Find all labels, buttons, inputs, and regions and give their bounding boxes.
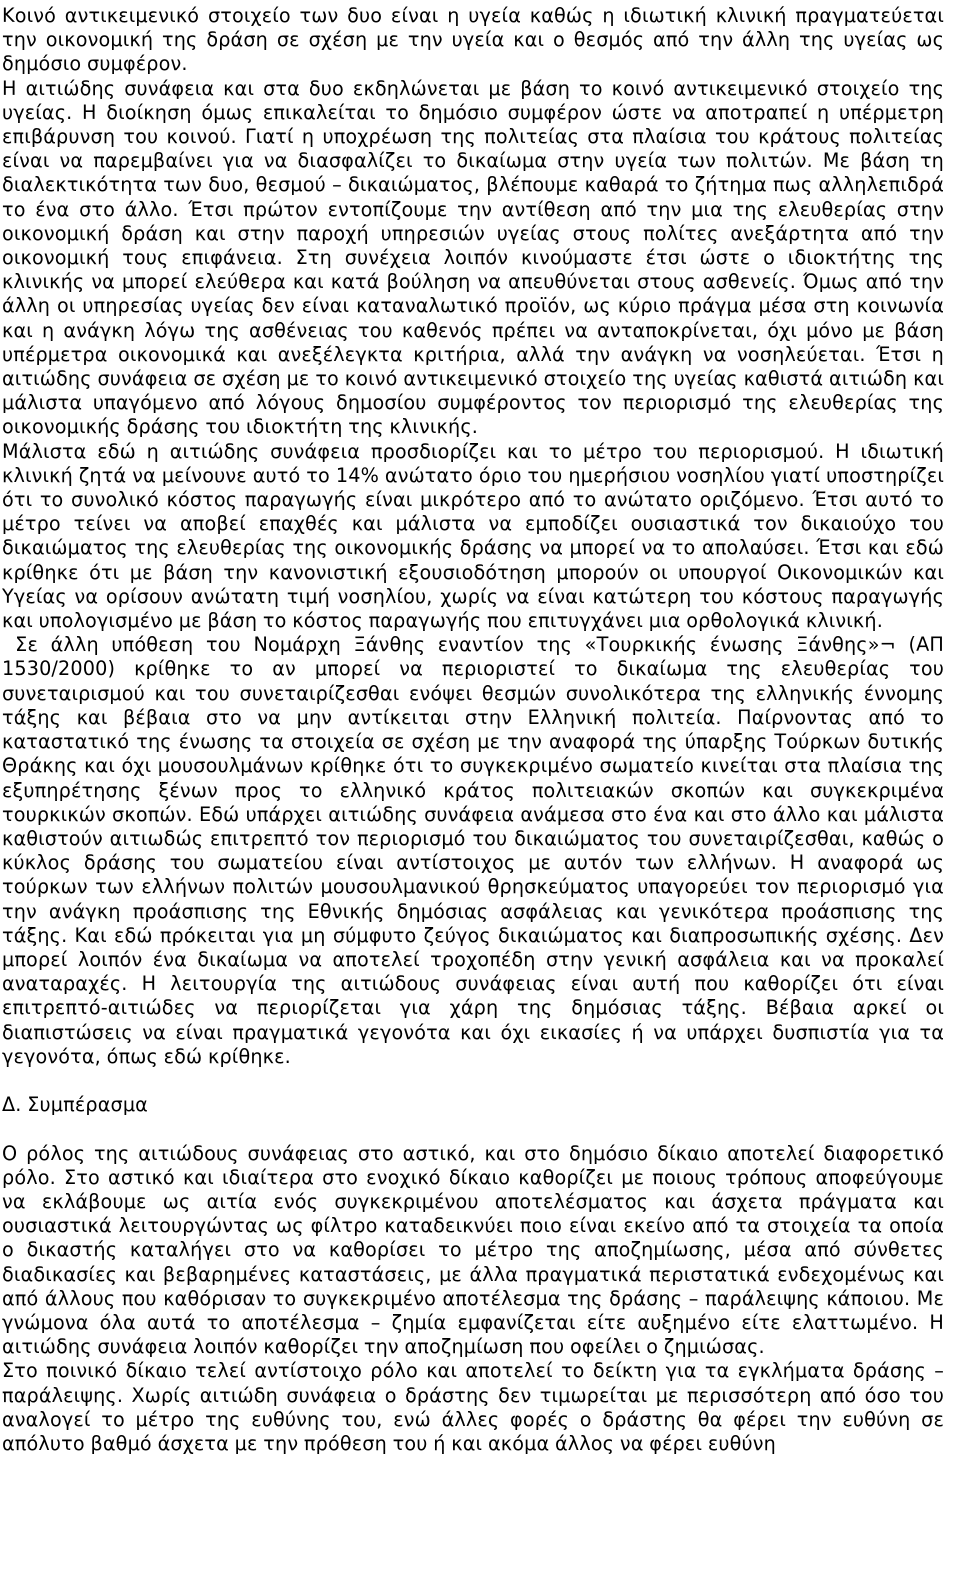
paragraph-conclusion-criminal: Στο ποινικό δίκαιο τελεί αντίστοιχο ρόλο και αποτελεί το δείκτη για τα εγκλήματα δράσης – παράλειψης. Χωρίς αιτιώδη συνάφεια ο δράστης δεν τιμωρείται με περισσότερη από όσο του αναλογεί το μέτρο της ευθύνης του, ενώ άλλες φορές ο δράστης θα φέρει την ευθύνη σε απόλυτο βαθμό άσχετα με την πρόθεση του ή και ακόμα άλλος να φέρει ευθύνη	[2, 1359, 944, 1455]
paragraph-xanthi-text: Σε άλλη υπόθεση του Νομάρχη Ξάνθης εναντίον της «Τουρκικής ένωσης Ξάνθης»¬ (ΑΠ 1530/2000) κρίθηκε το αν μπορεί να περιοριστεί το δικαίωμα της ελευθερίας του συνεταιρισμού και του συνεταιρίζεσθαι ενόψει θεσμών συνολικότερα της ελληνικής έννομης τάξης και βέβαια στο να μην αντίκειται στην Ελληνική πολιτεία. Παίρνοντας από το καταστατικό της ένωσης τα στοιχεία σε σχέση με την αναφορά της ύπαρξης Τούρκων δυτικής Θράκης και όχι μουσουλμάνων κρίθηκε ότι το συγκεκριμένο σωματείο κινείται στα πλαίσια της εξυπηρέτησης ξένων προς το ελληνικό κράτος πολιτειακών σκοπών και συγκεκριμένα τουρκικών σκοπών. Εδώ υπάρχει αιτιώδης συνάφεια ανάμεσα στο ένα και στο άλλο και μάλιστα καθιστούν αιτιωδώς επιτρεπτό τον περιορισμό του δικαιώματος του συνεταιρίζεσθαι, καθώς ο κύκλος δράσης του σωματείου είναι αντίστοιχος με αυτόν των ελλήνων. Η αναφορά ως τούρκων των ελλήνων πολιτών μουσουλμανικού θρησκεύματος υπαγορεύει τον περιορισμό για την ανάγκη προάσπισης της Εθνικής δημόσιας ασφάλειας και γενικότερα προάσπισης της τάξης. Και εδώ πρόκειται για μη σύμφυτο ζεύγος δικαιώματος και διαπροσωπικής σχέσης. Δεν μπορεί λοιπόν ένα δικαίωμα να αποτελεί τροχοπέδη στην γενική ασφάλεια και να προκαλεί αναταραχές. Η λειτουργία της αιτιώδους συνάφειας είναι αυτή που καθορίζει ότι είναι επιτρεπτό-αιτιώδες να περιορίζεται για χάρη της δημόσιας τάξης. Βέβαια αρκεί οι διαπιστώσεις να είναι πραγματικά γεγονότα και όχι εικασίες ή να υπάρχει δυσπιστία για τα γεγονότα, όπως εδώ κρίθηκε.	[2, 633, 944, 1068]
paragraph-measure-restriction: Μάλιστα εδώ η αιτιώδης συνάφεια προσδιορίζει και το μέτρο του περιορισμού. Η ιδιωτική κλινική ζητά να μείνουνε αυτό το 14% ανώτατο όριο του ημερήσιου νοσηλίου γιατί υποστηρίζει ότι το συνολικό κόστος παραγωγής είναι μικρότερο από το ανώτατο οριζόμενο. Έτσι αυτό το μέτρο τείνει να αποβεί επαχθές και μάλιστα να εμποδίζει ουσιαστικά τον δικαιούχο του δικαιώματος της ελευθερίας της οικονομικής δράσης να μπορεί να το απολαύσει. Έτσι και εδώ κρίθηκε ότι με βάση την κανονιστική εξουσιοδότηση μπορούν οι υπουργοί Οικονομικών και Υγείας να ορίσουν ανώτατη τιμή νοσηλίου, χωρίς να είναι κατώτερη του κόστους παραγωγής και υπολογισμένο με βάση το κόστος παραγωγής που επιτυγχάνει μια ορθολογικά κλινική.	[2, 439, 944, 633]
spacer	[2, 1069, 944, 1093]
paragraph-xanthi-case	[2, 633, 944, 1069]
paragraph-intro: Κοινό αντικειμενικό στοιχείο των δυο είναι η υγεία καθώς η ιδιωτική κλινική πραγματεύεται την οικονομική της δράση σε σχέση με την υγεία και ο θεσμός από την άλλη της υγείας ως δημόσιο συμφέρον.	[2, 4, 944, 76]
paragraph-conclusion-civil: Ο ρόλος της αιτιώδους συνάφειας στο αστικό, και στο δημόσιο δίκαιο αποτελεί διαφορετικό ρόλο. Στο αστικό και ιδιαίτερα στο ενοχικό δίκαιο καθορίζει με ποιους τρόπους αποφεύγουμε να εκλάβουμε ως αιτία ενός συγκεκριμένου αποτελέσματος και άσχετα πράγματα και ουσιαστικά λειτουργώντας ως φίλτρο καταδεικνύει ποιο είναι εκείνο από τα στοιχεία τα οποία ο δικαστής καταλήγει στο να καθορίσει το μέτρο της αποζημίωσης, μέσα από σύνθετες διαδικασίες και βεβαρημένες καταστάσεις, με άλλα πραγματικά περιστατικά ενδεχομένως και από άλλους που καθόρισαν το συγκεκριμένο αποτέλεσμα της δράσης – παράλειψης κάποιου. Με γνώμονα όλα αυτά το αποτέλεσμα – ζημία εμφανίζεται είτε αυξημένο είτε ελαττωμένο. Η αιτιώδης συνάφεια λοιπόν καθορίζει την αποζημίωση που οφείλει ο ζημιώσας.	[2, 1141, 944, 1359]
spacer	[2, 1117, 944, 1141]
document-page	[2, 4, 944, 1456]
paragraph-causation-health: Η αιτιώδης συνάφεια και στα δυο εκδηλώνεται με βάση το κοινό αντικειμενικό στοιχείο της υγείας. Η διοίκηση όμως επικαλείται το δημόσιο συμφέρον ώστε να αποτραπεί η υπέρμετρη επιβάρυνση του κοινού. Γιατί η υποχρέωση της πολιτείας στα πλαίσια του κράτους πολιτείας είναι να παρεμβαίνει για να διασφαλίζει το δικαίωμα στην υγεία των πολιτών. Με βάση τη διαλεκτικότητα των δυο, θεσμού – δικαιώματος, βλέπουμε καθαρά το ζήτημα πως αλληλεπιδρά το ένα στο άλλο. Έτσι πρώτον εντοπίζουμε την αντίθεση από την μια της ελευθερίας στην οικονομική δράση και στην παροχή υπηρεσιών υγείας στους πολίτες ανεξάρτητα από την οικονομική τους επιφάνεια. Στη συνέχεια λοιπόν κινούμαστε έτσι ώστε ο ιδιοκτήτης της κλινικής να μπορεί ελεύθερα και κατά βούληση να απευθύνεται στους ασθενείς. Όμως από την άλλη οι υπηρεσίας υγείας δεν είναι καταναλωτικό προϊόν, ως κύριο πράγμα μέσα στη κοινωνία και η ανάγκη λόγω της ασθένειας του καθενός πρέπει να ανταποκρίνεται, όχι μόνο με βάση υπέρμετρα οικονομικά και ανεξέλεγκτα κριτήρια, αλλά την ανάγκη να νοσηλεύεται. Έτσι η αιτιώδης συνάφεια σε σχέση με το κοινό αντικειμενικό στοιχείο της υγείας καθιστά αιτιώδη και μάλιστα υπαγόμενο από λόγους δημοσίου συμφέροντος τον περιορισμό της ελευθερίας της οικονομικής δράσης του ιδιοκτήτη της κλινικής.	[2, 76, 944, 439]
section-heading: Δ. Συμπέρασμα	[2, 1093, 148, 1117]
